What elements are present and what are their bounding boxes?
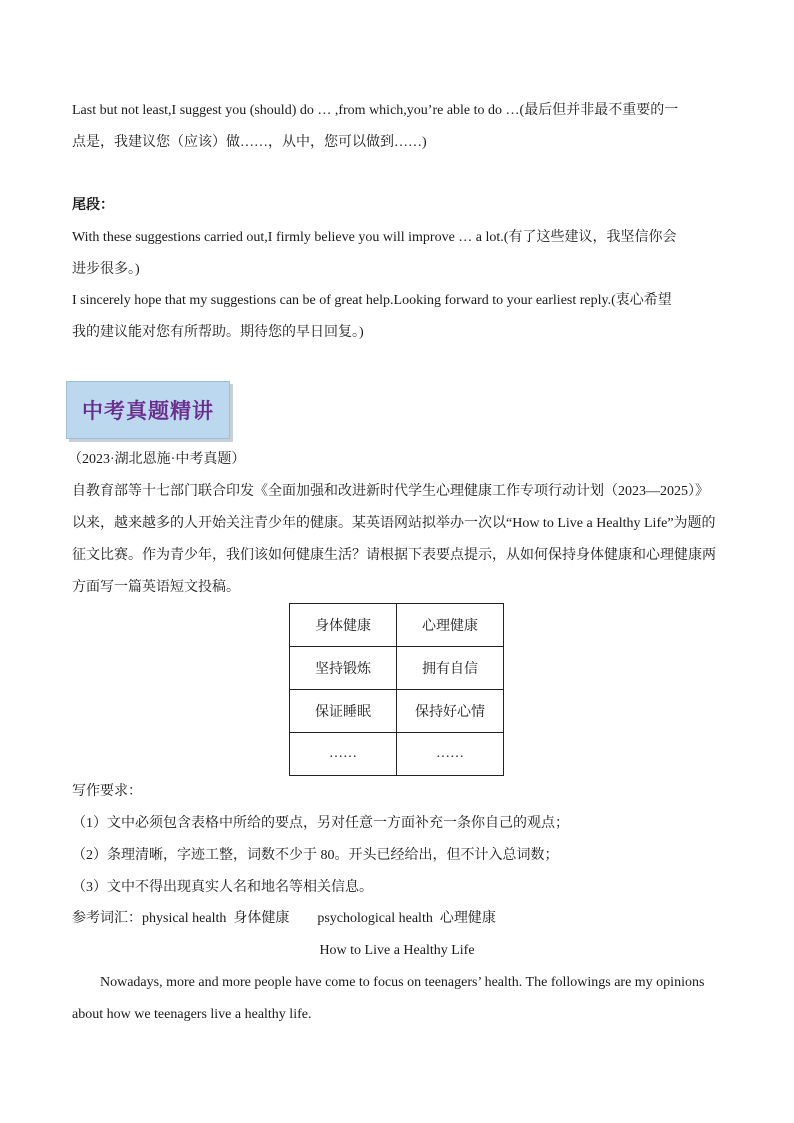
ending-sentence-1-line-1: With these suggestions carried out,I firmly believe you will improve … a lot.(有了这些建议，我坚信你会: [72, 230, 677, 245]
reference-vocabulary: 参考词汇：physical health 身体健康 psychological health 心理健康: [72, 911, 496, 926]
requirements-heading: 写作要求：: [72, 784, 142, 799]
last-point-line-2: 点是，我建议您（应该）做……，从中，您可以做到……): [72, 135, 427, 150]
requirement-item: （1）文中必须包含表格中所给的要点，另对任意一方面补充一条你自己的观点；: [72, 816, 569, 831]
requirement-item: （3）文中不得出现真实人名和地名等相关信息。: [72, 880, 373, 895]
table-row: [290, 604, 504, 647]
essay-opening-line-2: about how we teenagers live a healthy life.: [72, 1007, 312, 1022]
requirement-item: （2）条理清晰，字迹工整，词数不少于 80。开头已经给出，但不计入总词数；: [72, 848, 559, 863]
section-title-box: [66, 381, 230, 439]
exam-prompt-line-1: 自教育部等十七部门联合印发《全面加强和改进新时代学生心理健康工作专项行动计划（2023—2025）》: [72, 484, 709, 499]
ending-sentence-2-line-2: 我的建议能对您有所帮助。期待您的早日回复。): [72, 325, 364, 340]
table-row: [290, 690, 504, 733]
table-cell: 拥有自信: [397, 647, 504, 690]
section-title: 中考真题精讲: [82, 399, 214, 423]
table-cell: 保持好心情: [397, 690, 504, 733]
table-cell: ……: [290, 733, 397, 776]
ending-sentence-1-line-2: 进步很多。): [72, 262, 140, 277]
table-row: [290, 733, 504, 776]
exam-prompt-line-2: 以来，越来越多的人开始关注青少年的健康。某英语网站拟举办一次以“How to Live a Healthy Life”为题的: [72, 516, 716, 531]
table-cell: 坚持锻炼: [290, 647, 397, 690]
essay-title: How to Live a Healthy Life: [319, 943, 475, 958]
exam-prompt-line-3: 征文比赛。作为青少年，我们该如何健康生活？请根据下表要点提示，从如何保持身体健康和心理健康两: [72, 548, 716, 563]
table-cell: 保证睡眠: [290, 690, 397, 733]
table-cell: 心理健康: [397, 604, 504, 647]
key-points-table: [289, 603, 504, 776]
essay-opening-line-1: Nowadays, more and more people have come to focus on teenagers’ health. The followings are my opinions: [100, 975, 705, 990]
ending-heading: 尾段：: [72, 198, 114, 213]
table-cell: ……: [397, 733, 504, 776]
last-point-line-1: Last but not least,I suggest you (should) do … ,from which,you’re able to do …(最后但并非最不重要的一: [72, 103, 679, 118]
ending-sentence-2-line-1: I sincerely hope that my suggestions can be of great help.Looking forward to your earliest reply.(衷心希望: [72, 293, 672, 308]
exam-source: （2023·湖北恩施·中考真题）: [68, 452, 246, 467]
table-cell: 身体健康: [290, 604, 397, 647]
table-row: [290, 647, 504, 690]
exam-prompt-line-4: 方面写一篇英语短文投稿。: [72, 580, 240, 595]
